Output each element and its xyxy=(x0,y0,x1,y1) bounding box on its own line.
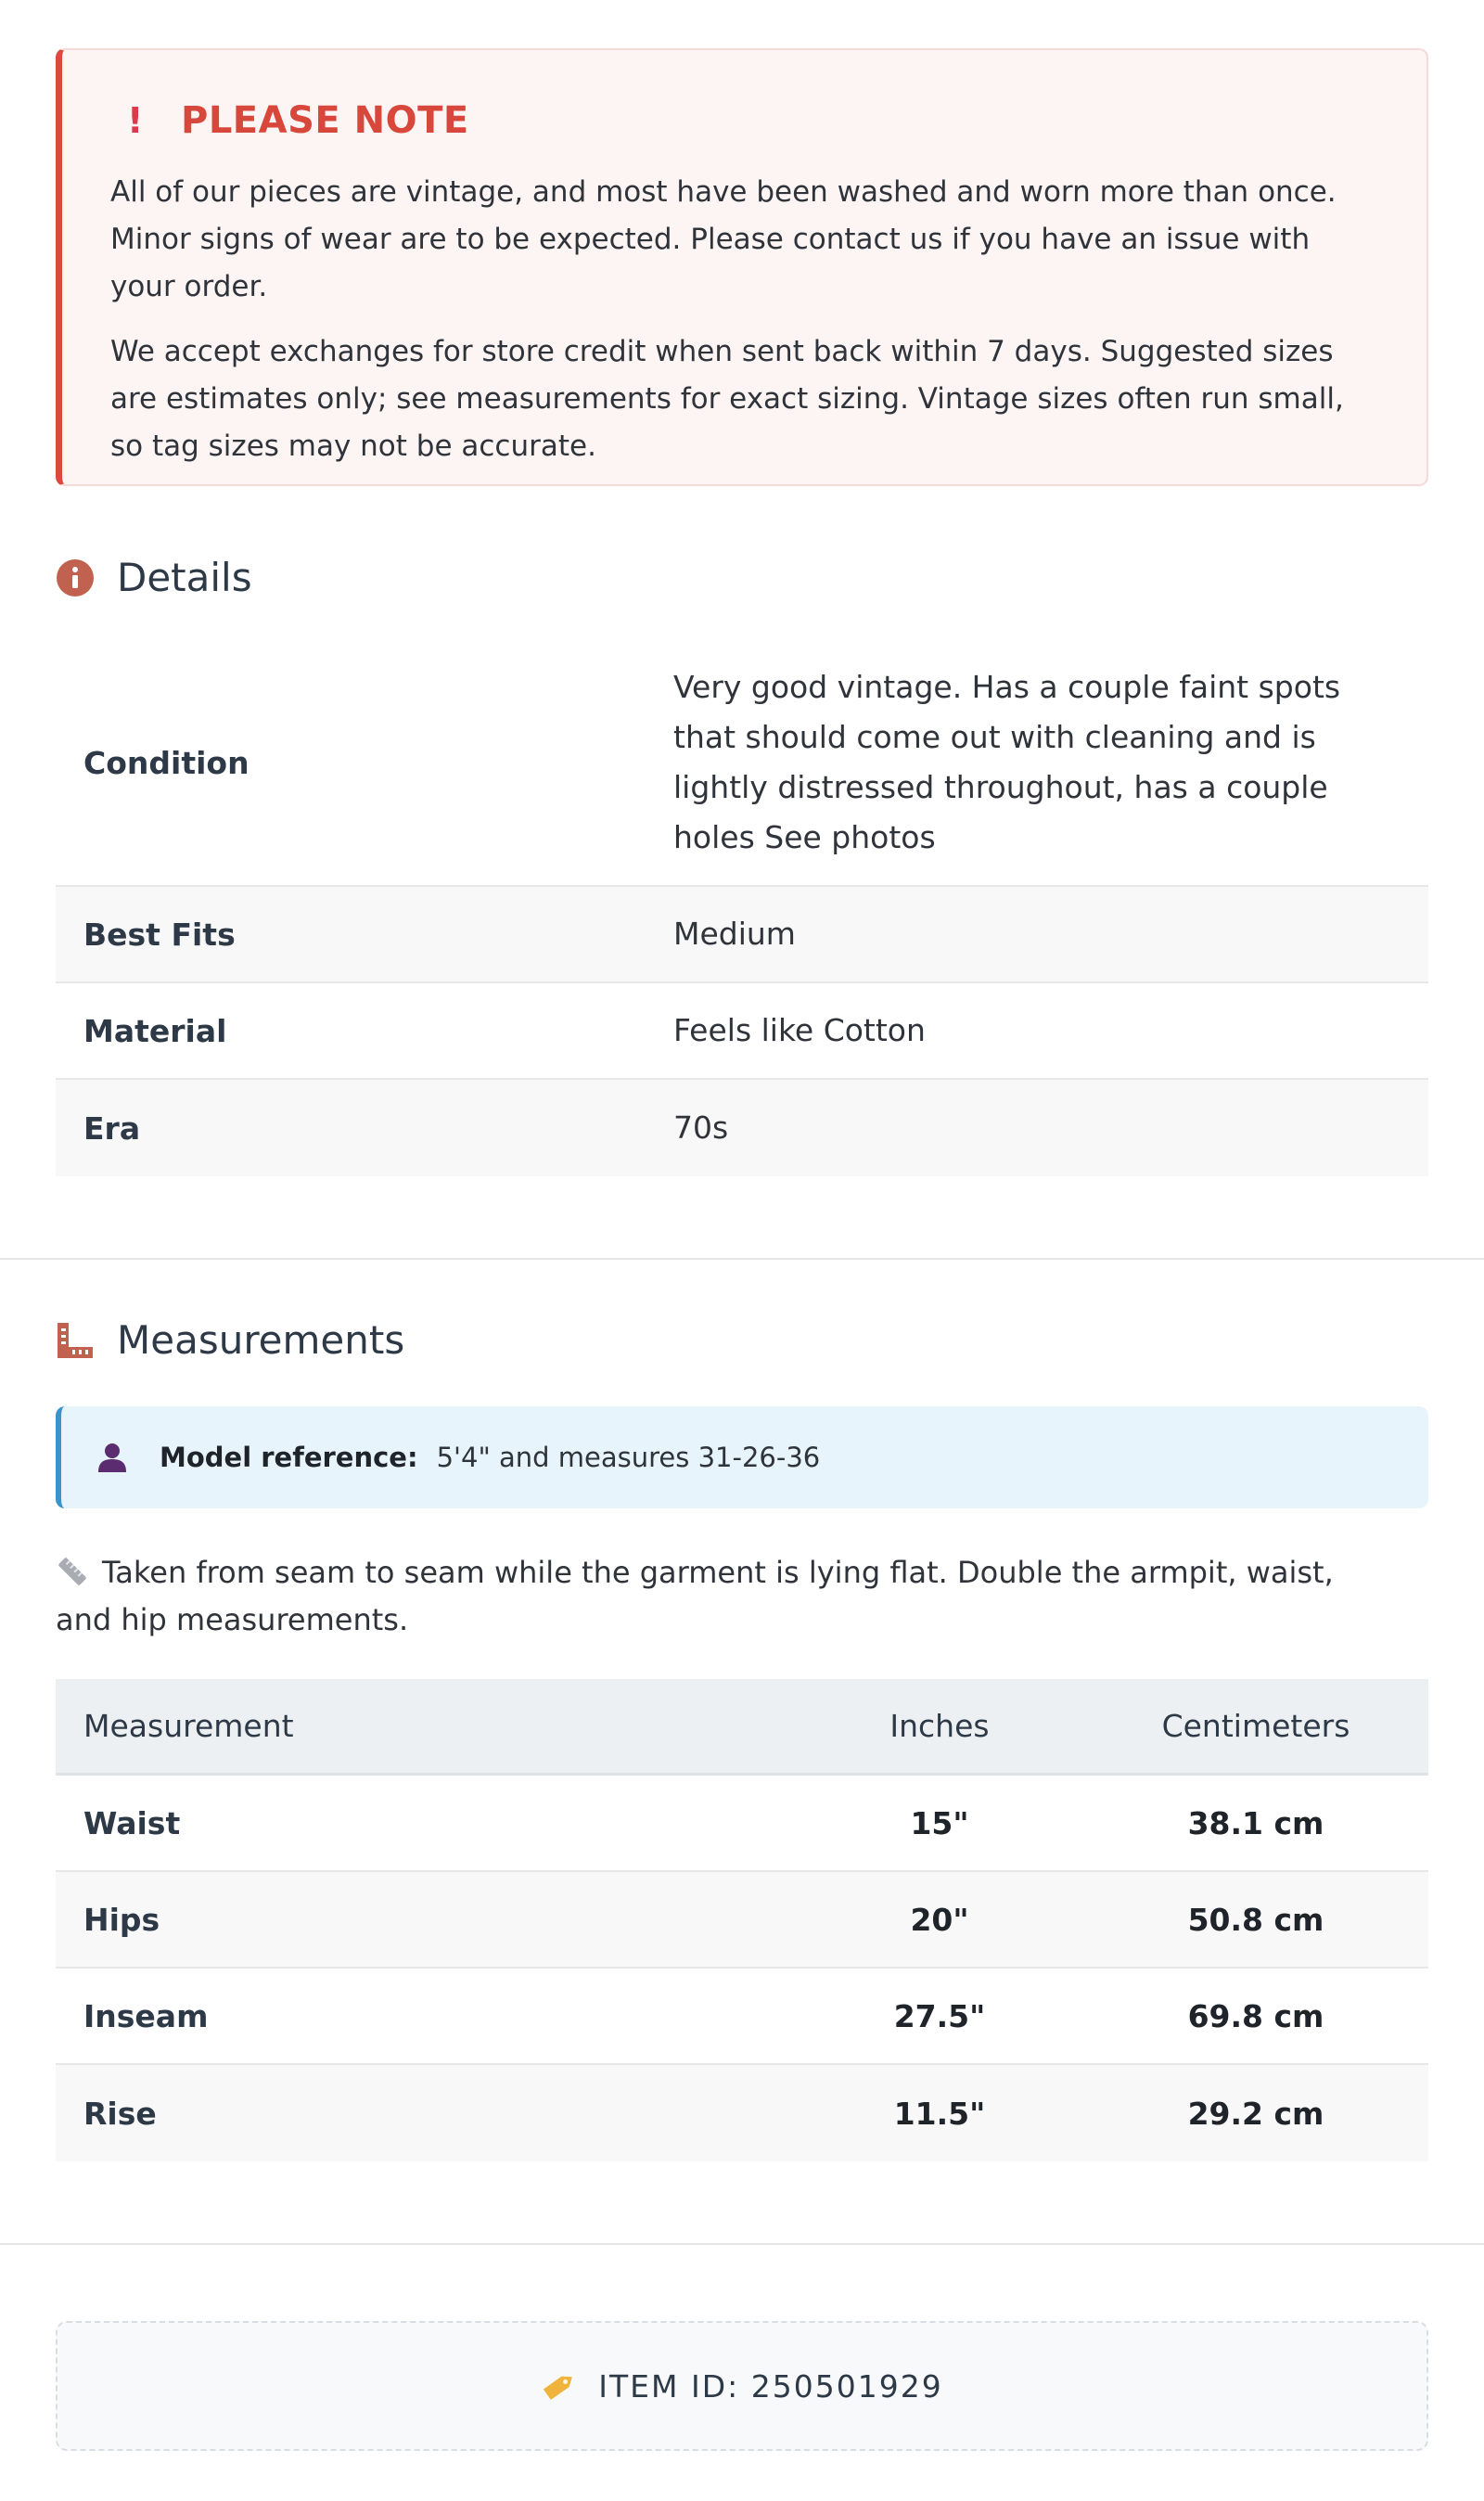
measurement-inches: 15" xyxy=(910,1804,969,1841)
notice-header xyxy=(110,99,1378,142)
details-table xyxy=(56,640,1428,1176)
exclamation-icon: ! xyxy=(127,100,144,141)
table-row xyxy=(56,1969,1428,2065)
row-label: Material xyxy=(83,1012,227,1049)
model-reference-label: Model reference: xyxy=(160,1442,418,1473)
measurement-name: Hips xyxy=(83,1901,160,1938)
notice-title: PLEASE NOTE xyxy=(181,99,469,142)
person-icon xyxy=(96,1442,128,1473)
notice-box xyxy=(56,48,1428,486)
measurement-cm: 50.8 cm xyxy=(1187,1901,1324,1938)
measurement-inches: 27.5" xyxy=(893,1997,986,2034)
measurement-name: Rise xyxy=(83,2095,157,2132)
measurement-instructions xyxy=(56,1549,1391,1644)
measurement-name: Inseam xyxy=(83,1997,209,2034)
table-row xyxy=(56,2065,1428,2161)
measurement-name: Waist xyxy=(83,1804,181,1841)
section-divider xyxy=(0,2243,1484,2245)
column-header: Centimeters xyxy=(1161,1708,1350,1744)
measurement-cm: 38.1 cm xyxy=(1187,1804,1324,1841)
table-row xyxy=(56,1872,1428,1969)
table-header xyxy=(56,1679,1428,1776)
row-value: 70s xyxy=(673,1109,729,1146)
measurements-heading xyxy=(56,1317,404,1363)
table-row xyxy=(56,1776,1428,1872)
measurement-instructions-text: Taken from seam to seam while the garment is lying flat. Double the armpit, waist, and hip measurements. xyxy=(56,1555,1334,1637)
item-id: ITEM ID: 250501929 xyxy=(598,2367,943,2405)
measurement-cm: 29.2 cm xyxy=(1187,2095,1324,2132)
measurement-cm: 69.8 cm xyxy=(1187,1997,1324,2034)
ruler-icon xyxy=(56,1321,95,1360)
table-row xyxy=(56,983,1428,1080)
model-reference-value: 5'4" and measures 31-26-36 xyxy=(436,1442,821,1473)
notice-paragraph: All of our pieces are vintage, and most have been washed and worn more than once. Minor signs of wear are to be expected. Please contact us if you have an issue with your order. xyxy=(110,175,1337,303)
section-divider xyxy=(0,1258,1484,1260)
item-id-box xyxy=(56,2321,1428,2451)
row-label: Condition xyxy=(83,744,249,781)
row-label: Best Fits xyxy=(83,916,236,953)
column-header: Inches xyxy=(889,1708,990,1744)
table-row xyxy=(56,1080,1428,1176)
table-row xyxy=(56,887,1428,983)
details-title: Details xyxy=(117,555,252,600)
table-row xyxy=(56,640,1428,887)
measurement-inches: 20" xyxy=(910,1901,969,1938)
row-value: Medium xyxy=(673,916,796,952)
ruler-icon xyxy=(56,1555,89,1588)
measurement-inches: 11.5" xyxy=(893,2095,986,2132)
column-header: Measurement xyxy=(83,1708,294,1744)
measurements-table xyxy=(56,1679,1428,2161)
tag-icon xyxy=(541,2367,578,2405)
measurements-title: Measurements xyxy=(117,1317,405,1363)
notice-paragraph: We accept exchanges for store credit when sent back within 7 days. Suggested sizes are estimates only; see measurements for exact sizing. Vintage sizes often run small, so tag sizes may not be accurate. xyxy=(110,335,1344,463)
row-label: Era xyxy=(83,1109,141,1147)
details-heading xyxy=(56,555,252,600)
info-circle-icon xyxy=(56,558,95,597)
row-value: Feels like Cotton xyxy=(673,1012,926,1048)
model-reference-box xyxy=(56,1406,1428,1508)
row-value: Very good vintage. Has a couple faint spots that should come out with cleaning and is lightly distressed throughout, has a couple holes See photos xyxy=(673,669,1341,855)
